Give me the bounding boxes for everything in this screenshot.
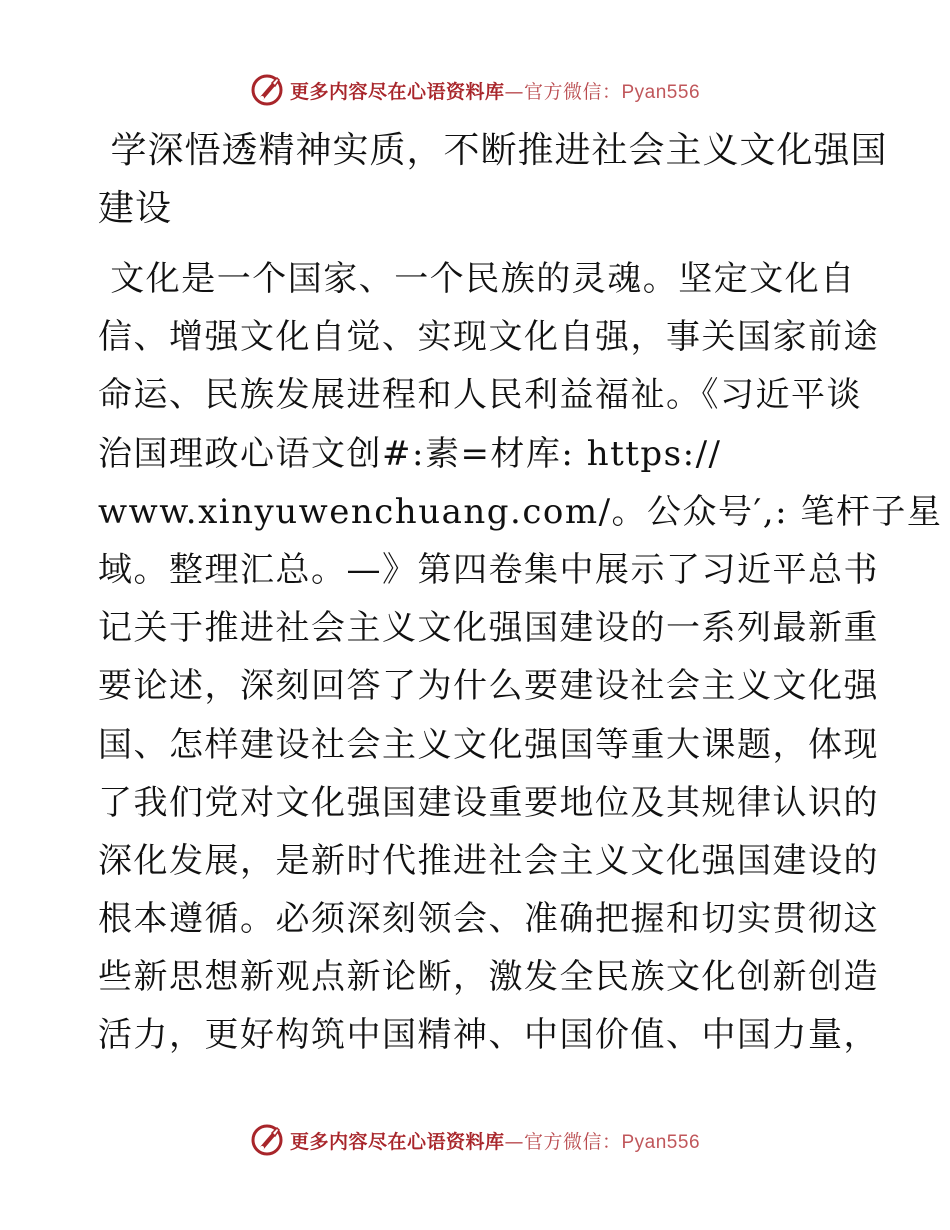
header-banner (0, 70, 950, 110)
footer-banner (0, 1120, 950, 1160)
banner-wechat-label: 官方微信： (523, 80, 622, 103)
body-line: 域。整理汇总。—》第四卷集中展示了习近平总书 (98, 549, 879, 590)
body-line: www.xinyuwenchuang.com/。公众号′,: 笔杆子星 (98, 491, 943, 532)
banner-wechat-id: Pyan556 (621, 81, 701, 103)
body-line: 要论述，深刻回答了为什么要建设社会主义文化强 (98, 666, 879, 707)
title-line: 建设 (98, 188, 173, 229)
body-line: 深化发展，是新时代推进社会主义文化强国建设的 (98, 840, 879, 881)
banner-text (290, 1127, 700, 1154)
body-line: 记关于推进社会主义文化强国建设的一系列最新重 (98, 608, 879, 649)
body-line: 命运、民族发展进程和人民利益福祉。《习近平谈 (98, 375, 862, 416)
body-line: 根本遵循。必须深刻领会、准确把握和切实贯彻这 (98, 899, 879, 940)
pen-logo-icon (250, 73, 284, 107)
banner-slogan: 更多内容尽在心语资料库 (289, 1130, 505, 1153)
title-line: 学深悟透精神实质，不断推进社会主义文化强国 (98, 130, 888, 171)
body-line: 治国理政心语文创#:素=材库: https:// (98, 433, 722, 474)
banner-slogan: 更多内容尽在心语资料库 (289, 80, 505, 103)
body-line: 活力，更好构筑中国精神、中国价值、中国力量， (98, 1015, 879, 1056)
document-body (98, 250, 943, 1065)
banner-wechat-label: 官方微信： (523, 1130, 622, 1153)
banner-dash: — (504, 1130, 524, 1153)
body-line: 国、怎样建设社会主义文化强国等重大课题，体现 (98, 724, 879, 765)
banner-dash: — (504, 80, 524, 103)
body-line: 信、增强文化自觉、实现文化自强，事关国家前途 (98, 317, 879, 358)
banner-wechat-id: Pyan556 (621, 1131, 701, 1153)
body-line: 了我们党对文化强国建设重要地位及其规律认识的 (98, 782, 879, 823)
body-line: 文化是一个国家、一个民族的灵魂。坚定文化自 (98, 259, 856, 299)
document-title (98, 122, 888, 238)
banner-text (290, 77, 700, 104)
body-line: 些新思想新观点新论断，激发全民族文化创新创造 (98, 957, 879, 998)
pen-logo-icon (250, 1123, 284, 1157)
